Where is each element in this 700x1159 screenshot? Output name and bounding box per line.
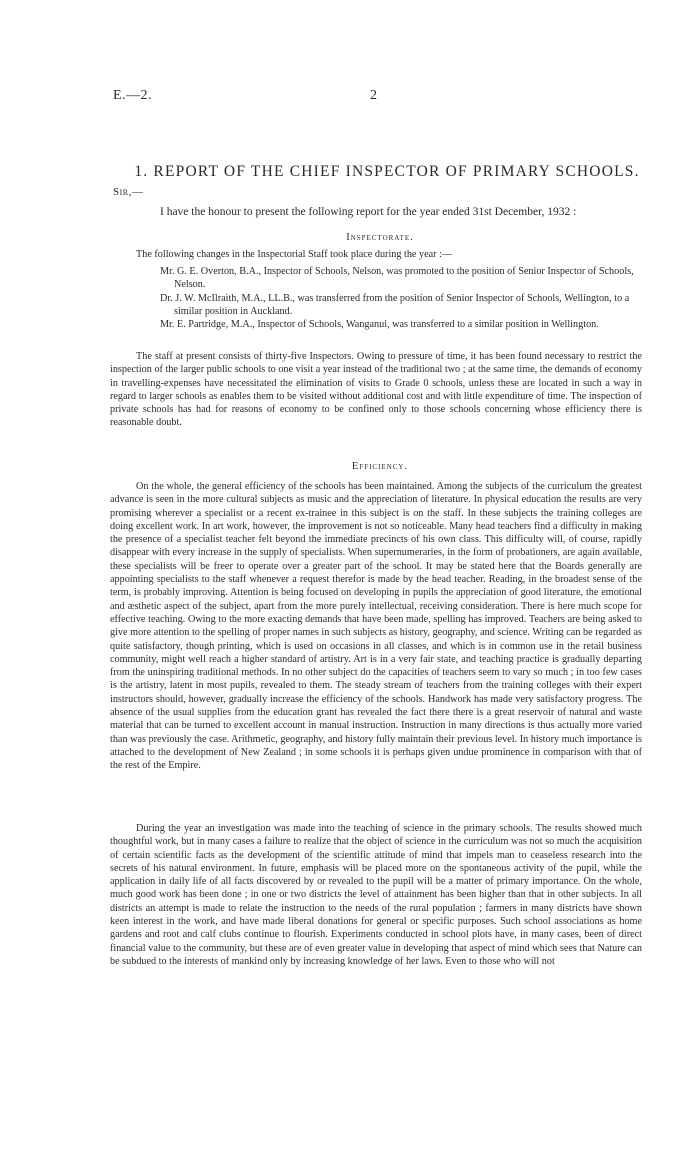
intro-line: I have the honour to present the following report for the year ended 31st December, 1932 : bbox=[160, 206, 577, 218]
efficiency-paragraph-1: On the whole, the general efficiency of the schools has been maintained. Among the subjects of the curriculum the greatest advance is seen in the more cultural subjects as music and the appreciation of literature. In physical education the results are very promising wherever a specialist or a recent ex-trainee in this subject is on the staff. In these subjects the training colleges are doing excellent work. In art work, however, the improvement is not so noticeable. Many head teachers find a difficulty in making the presence of a specialist teacher felt beyond the immediate precincts of his own class. This difficulty will, of course, rapidly disappear with every increase in the supply of specialists. When supernumeraries, in the form of probationers, are again available, these specialists will be freer to operate over a greater part of the school. It may be stated here that the Boards generally are appointing specialists to the staff whenever a request therefor is made by the head teacher. Reading, in the broadest sense of the term, is probably improving. Attention is being focused on developing in pupils the appreciation of good literature, the emotional and æsthetic aspect of the subject, apart from the more purely intellectual, receiving consideration. There is here much scope for effective teaching. Owing to the more exacting demands that have been made, spelling has improved. Teachers are being asked to give more attention to the spelling of proper names in such subjects as history, geography, and science. Writing can be regarded as quite satisfactory, though printing, which is used on occasions in all classes, and which is in common use in the retail business community, might well reach a higher standard of artistry. Art is in a very fair state, and teaching practice is gradually departing from the uninspiring traditional methods. In no other subject do the capacities of teachers seem to vary so much ; in too few cases is the artistry, latent in most pupils, revealed to them. The steady stream of teachers from the training colleges with their expert instructors should, however, gradually increase the efficiency of the schools. Handwork has made very satisfactory progress. The absence of the usual supplies from the education grant has revealed the fact there there is a great reservoir of natural and waste material that can be turned to excellent account in manual instruction. Instruction in many directions is thus actually more varied than was previously the case. Arithmetic, geography, and history fully maintain their previous level. In history much importance is attached to the development of New Zealand ; in some schools it is perhaps given undue prominence in comparison with that of the rest of the Empire. bbox=[110, 481, 642, 772]
page-number: 2 bbox=[370, 88, 377, 103]
staff-change-item: Mr. E. Partridge, M.A., Inspector of Schools, Wanganui, was transferred to a similar position in Wellington. bbox=[160, 319, 599, 331]
staff-paragraph: The staff at present consists of thirty-five Inspectors. Owing to pressure of time, it has been found necessary to restrict the inspection of the larger public schools to one visit a year instead of the traditional two ; at the same time, the demands of economy in travelling-expenses have necessitated the elimination of visits to Grade 0 schools, unless these are located in such a way in regard to larger schools as enables them to be visited without additional cost and with little expenditure of time. The inspection of private schools has had for reasons of economy to be confined only to those schools concerning whose efficiency there is reasonable doubt. bbox=[110, 351, 642, 429]
efficiency-heading: Efficiency. bbox=[351, 461, 409, 472]
page-reference: E.—2. bbox=[113, 88, 153, 103]
salutation: Sir,— bbox=[113, 186, 144, 198]
inspectorate-heading: Inspectorate. bbox=[346, 232, 414, 243]
report-title: 1. REPORT OF THE CHIEF INSPECTOR OF PRIMARY SCHOOLS. bbox=[134, 163, 640, 180]
staff-change-item: Mr. G. E. Overton, B.A., Inspector of Schools, Nelson, was promoted to the position of Senior Inspector of Schools, Nelson. bbox=[160, 266, 634, 291]
staff-change-item: Dr. J. W. McIlraith, M.A., LL.B., was transferred from the position of Senior Inspector of Schools, Wellington, to a similar position in Auckland. bbox=[160, 292, 630, 317]
staff-changes-list bbox=[160, 265, 642, 331]
efficiency-paragraph-2: During the year an investigation was made into the teaching of science in the primary schools. The results showed much thoughtful work, but in many cases a failure to realize that the object of science in the curriculum was not so much the acquisition of certain scientific facts as the development of the scientific attitude of mind that impels man to ceaseless research into the secrets of his natural environment. In future, emphasis will be placed more on the spontaneous activity of the pupil, while the application in daily life of all facts discovered by or revealed to the pupil will be a matter of primary importance. On the whole, much good work has been done ; in one or two districts the level of attainment has been higher than that in other subjects. In all districts an attempt is made to relate the instruction to the needs of the rural population ; farmers in many districts have shown keen interest in the work, and have made liberal donations for general or specific purposes. Such school associations as home gardens and root and calf clubs continue to flourish. Experiments conducted in school plots have, in many cases, been of direct financial value to the community, but these are of even greater value in developing that aspect of mind which sees that Nature can be subdued to the interests of mankind only by increasing knowledge of her laws. Even to those who will not bbox=[110, 823, 642, 967]
inspectorate-lead: The following changes in the Inspectorial Staff took place during the year :— bbox=[136, 249, 453, 260]
